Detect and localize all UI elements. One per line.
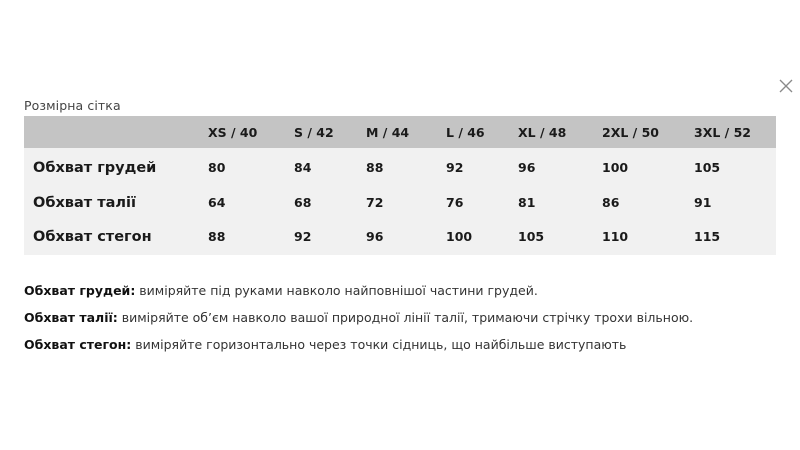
table-cell: 64 bbox=[208, 195, 226, 210]
header-cell bbox=[24, 116, 208, 148]
close-icon[interactable] bbox=[778, 78, 796, 96]
table-cell: 86 bbox=[602, 195, 620, 210]
header-cell-size: M / 44 bbox=[366, 124, 410, 140]
header-cell-size: L / 46 bbox=[446, 124, 485, 140]
table-cell: 72 bbox=[366, 195, 384, 210]
row-label: Обхват стегон bbox=[33, 228, 152, 245]
table-cell: 100 bbox=[602, 160, 629, 175]
note-text: виміряйте горизонтально через точки сідниць, що найбільше виступають bbox=[131, 337, 627, 352]
table-row bbox=[24, 185, 776, 220]
table-cell: 92 bbox=[294, 229, 312, 244]
note-line bbox=[24, 282, 784, 309]
header-cell-size: S / 42 bbox=[294, 124, 334, 140]
table-cell: 96 bbox=[518, 160, 536, 175]
table-cell: 105 bbox=[518, 229, 545, 244]
table-cell: 88 bbox=[208, 229, 226, 244]
table-row bbox=[24, 220, 776, 255]
table-cell: 91 bbox=[694, 195, 712, 210]
table-cell: 81 bbox=[518, 195, 536, 210]
table-cell: 92 bbox=[446, 160, 464, 175]
table-cell: 80 bbox=[208, 160, 226, 175]
row-label: Обхват грудей bbox=[33, 159, 157, 176]
dialog-title: Розмірна сітка bbox=[24, 98, 121, 113]
header-cell-size: 2XL / 50 bbox=[602, 124, 659, 140]
measurement-notes bbox=[24, 282, 784, 363]
table-cell: 76 bbox=[446, 195, 464, 210]
table-cell: 100 bbox=[446, 229, 473, 244]
note-line bbox=[24, 336, 784, 363]
note-term: Обхват стегон: bbox=[24, 337, 132, 352]
table-cell: 68 bbox=[294, 195, 312, 210]
table-cell: 115 bbox=[694, 229, 721, 244]
header-cell-size: 3XL / 52 bbox=[694, 124, 751, 140]
table-row bbox=[24, 148, 776, 185]
row-label: Обхват талії bbox=[33, 194, 136, 211]
note-term: Обхват талії: bbox=[24, 310, 118, 325]
table-cell: 88 bbox=[366, 160, 384, 175]
table-cell: 110 bbox=[602, 229, 629, 244]
table-cell: 105 bbox=[694, 160, 721, 175]
note-term: Обхват грудей: bbox=[24, 283, 136, 298]
table-header-row bbox=[24, 116, 776, 148]
header-cell-size: XL / 48 bbox=[518, 124, 567, 140]
table-cell: 96 bbox=[366, 229, 384, 244]
note-line bbox=[24, 309, 784, 336]
size-table bbox=[24, 116, 776, 255]
note-text: виміряйте під руками навколо найповнішої частини грудей. bbox=[135, 283, 538, 298]
table-cell: 84 bbox=[294, 160, 312, 175]
header-cell-size: XS / 40 bbox=[208, 124, 258, 140]
note-text: виміряйте об’єм навколо вашої природної лінії талії, тримаючи стрічку трохи вільною. bbox=[117, 310, 694, 325]
